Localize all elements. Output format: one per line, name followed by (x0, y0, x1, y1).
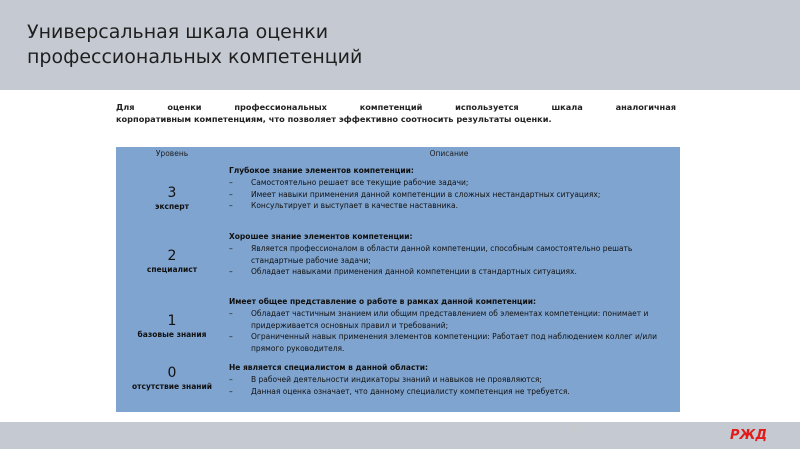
level-label: базовые знания (137, 330, 207, 339)
description-item: – Консультирует и выступает в качестве наставника. (229, 201, 458, 211)
page-number: 83 (571, 423, 582, 432)
intro-paragraph (116, 101, 676, 125)
description-item: – В рабочей деятельности индикаторы знаний и навыков не проявляются; (229, 374, 542, 384)
description-heading: Глубокое знание элементов компетенции: (229, 166, 414, 175)
description-item: – Ограниченный навык применения элементов компетенции: Работает под наблюдением коллег и/или прямого руководителя. (229, 332, 657, 354)
level-label: эксперт (155, 202, 189, 211)
description-cell-2 (229, 231, 669, 278)
level-label: специалист (146, 265, 198, 274)
description-item: – Имеет навыки применения данной компетенции в сложных нестандартных ситуациях; (229, 189, 601, 199)
level-number: 1 (167, 313, 177, 329)
footer-band (0, 422, 800, 449)
description-cell-1 (229, 296, 669, 355)
level-cell-3 (116, 185, 228, 213)
description-item: – Обладает навыками применения данной компетенции в стандартных ситуациях. (229, 267, 577, 277)
level-cell-2 (116, 248, 228, 276)
description-cell-0 (229, 362, 669, 397)
slide-title (27, 20, 362, 70)
description-heading: Хорошее знание элементов компетенции: (229, 232, 413, 241)
column-header-description: Описание (429, 149, 469, 158)
description-item: – Является профессионалом в области данной компетенции, способным самостоятельно решать стандартные рабочие задачи; (229, 243, 633, 265)
level-label: отсутствие знаний (132, 382, 212, 391)
description-item: – Обладает частичным знанием или общим представлением об элементах компетенции: понимает и придерживается основных правил и требований; (229, 308, 649, 330)
slide-title-line-1: Универсальная шкала оценки (27, 21, 329, 43)
title-band (0, 0, 800, 90)
level-number: 0 (167, 365, 177, 381)
description-heading: Имеет общее представление о работе в рамках данной компетенции: (229, 297, 536, 306)
column-header-level: Уровень (155, 149, 189, 158)
level-cell-1 (116, 313, 228, 341)
description-heading: Не является специалистом в данной области: (229, 363, 429, 372)
description-item: – Данная оценка означает, что данному специалисту компетенция не требуется. (229, 386, 570, 396)
rzd-logo-icon (728, 424, 772, 448)
description-item: – Самостоятельно решает все текущие рабочие задачи; (229, 177, 469, 187)
level-cell-0 (116, 365, 228, 393)
slide-title-line-2: профессиональных компетенций (27, 46, 363, 68)
intro-line-2: корпоративным компетенциям, что позволяет эффективно соотносить результаты оценки. (116, 114, 552, 124)
level-number: 3 (167, 185, 177, 201)
level-number: 2 (167, 248, 177, 264)
description-cell-3 (229, 165, 669, 212)
intro-line-1: Для оценки профессиональных компетенций используется шкала аналогичная (116, 102, 676, 112)
logo-text: РЖД (730, 428, 768, 443)
